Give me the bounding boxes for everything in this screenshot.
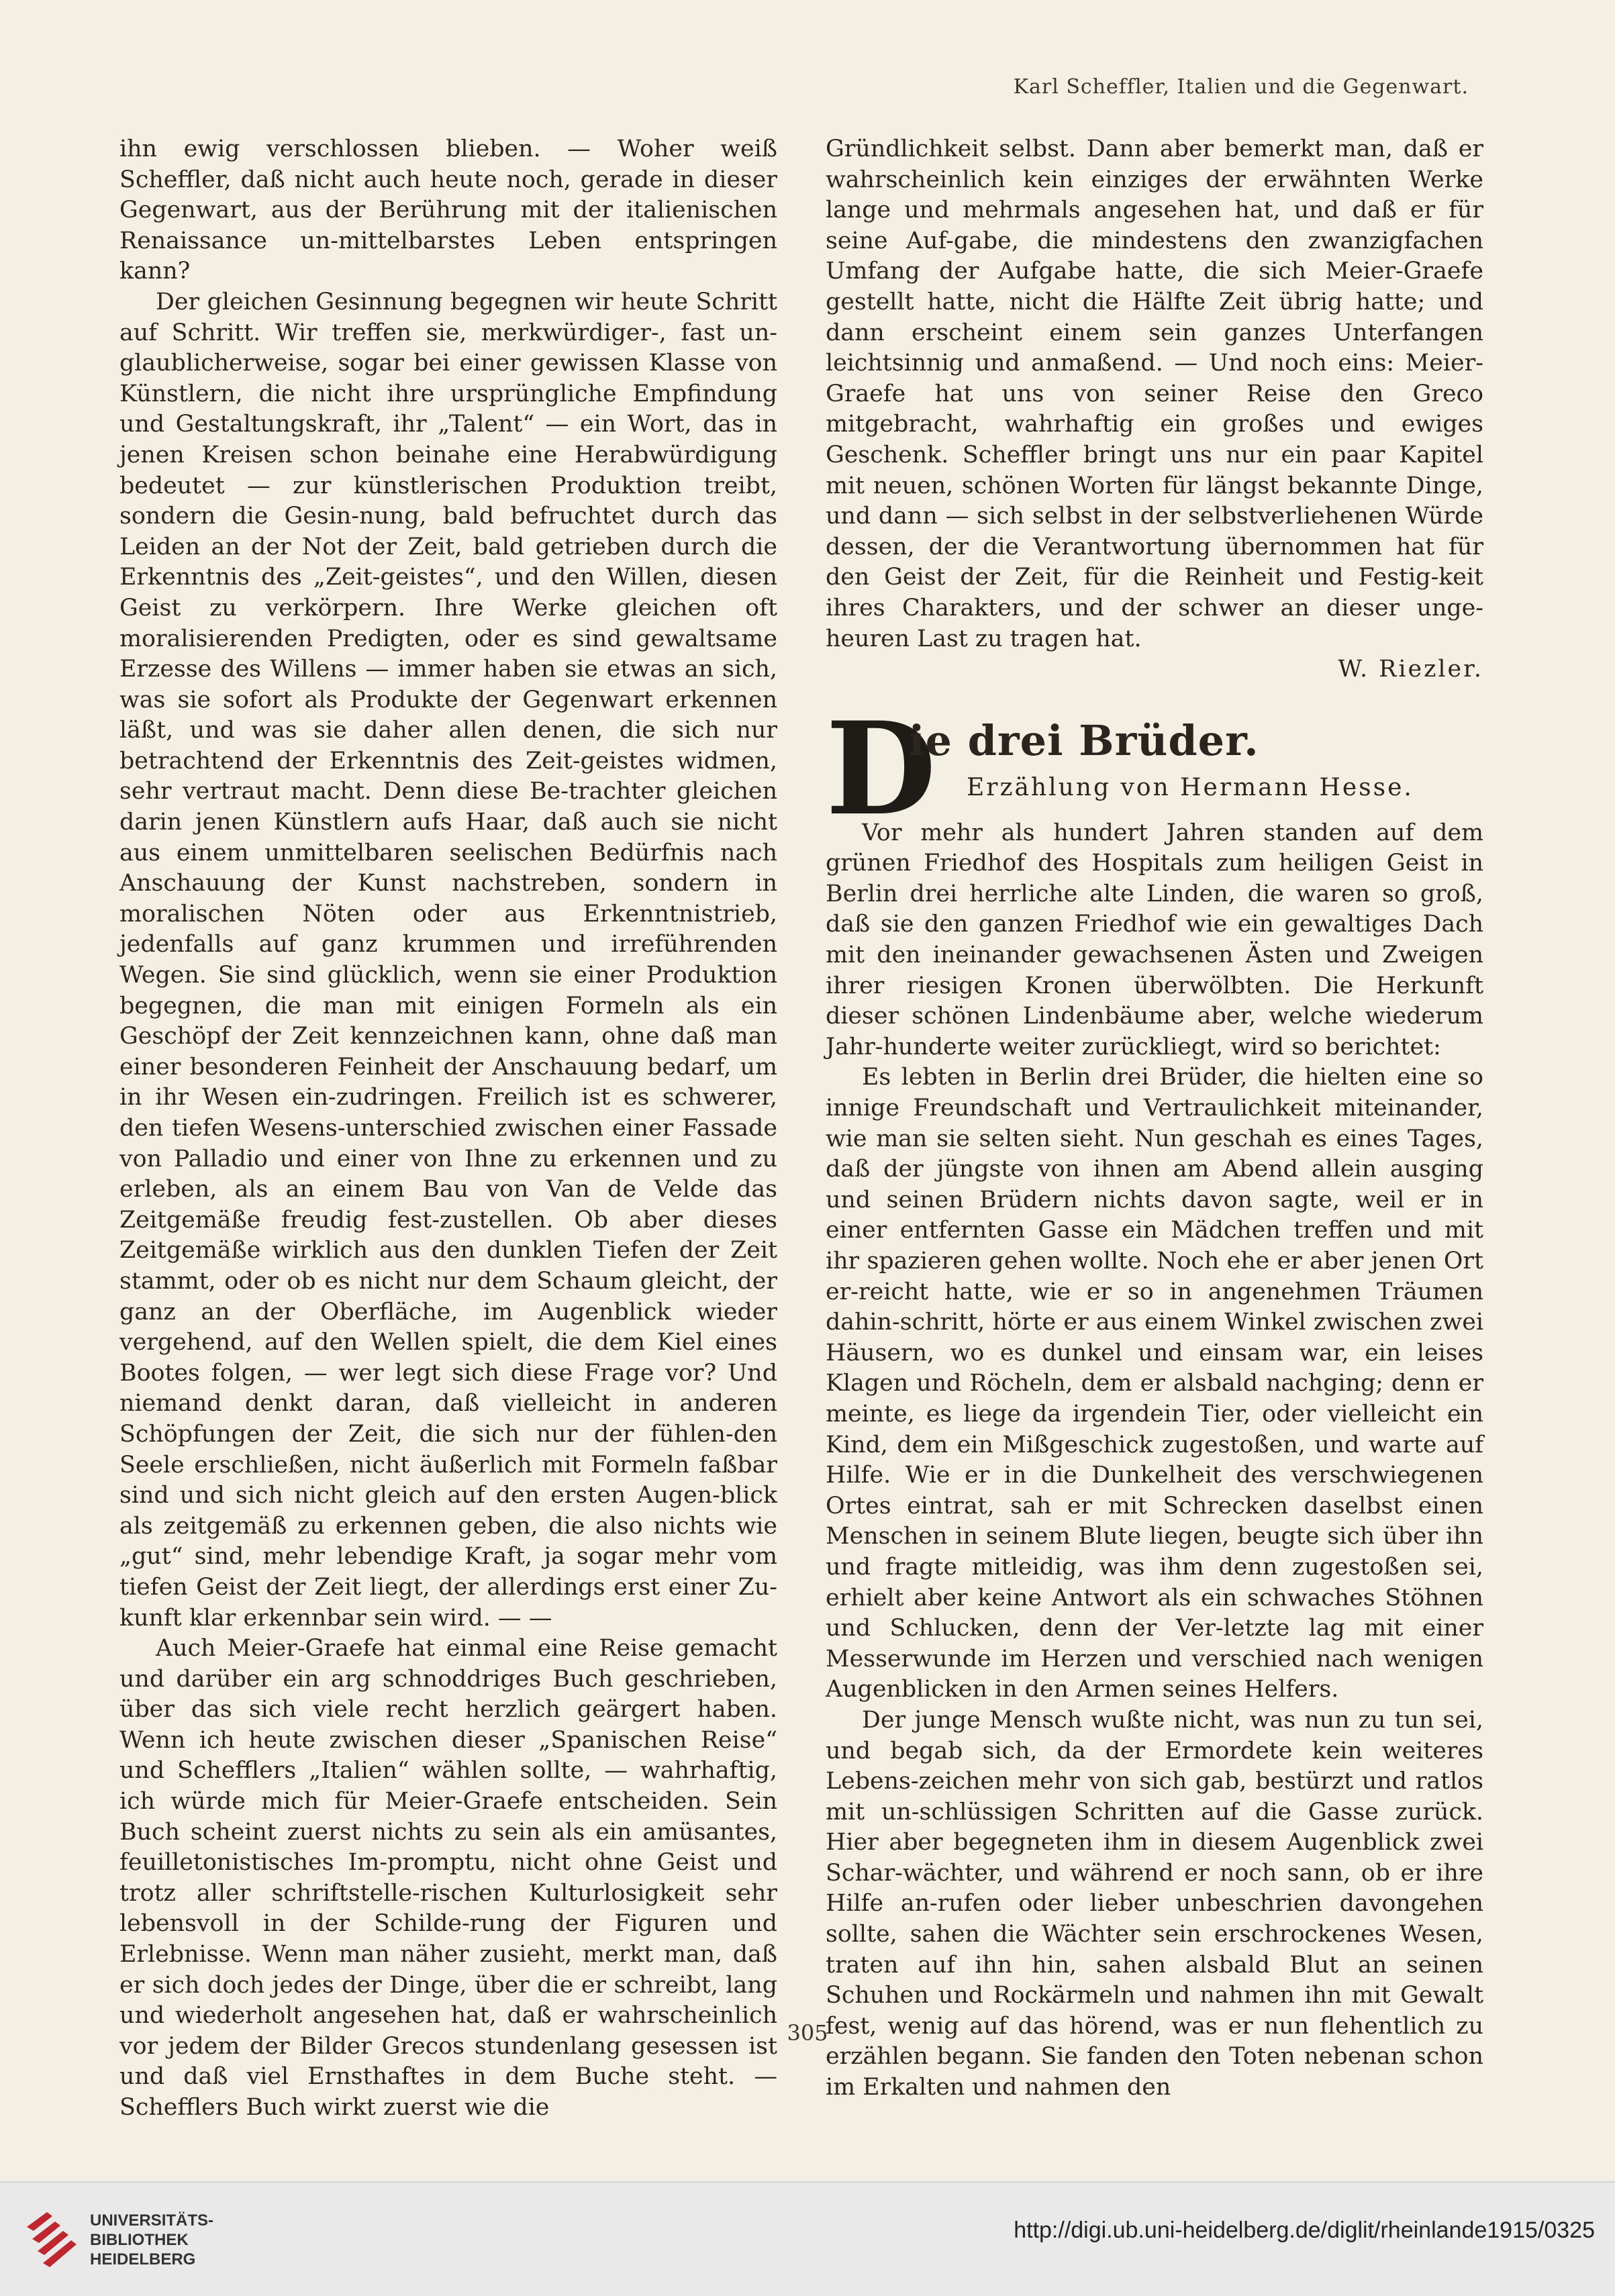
paragraph: Vor mehr als hundert Jahren standen auf dem grünen Friedhof des Hospitals zum heiligen Geist in Berlin drei herrliche alte Linden, die waren so groß, daß sie den ganzen Friedhof wie ein gewaltiges Dach mit den ineinander gewachsenen Ästen und Zweigen ihrer riesigen Kronen überwölbten. Die Herkunft dieser schönen Lindenbäume aber, welche wiederum Jahr-hunderte weiter zurückliegt, wird so berichtet: bbox=[826, 819, 1483, 1060]
paragraph: Der gleichen Gesinnung begegnen wir heute Schritt auf Schritt. Wir treffen sie, merkwürdiger-, fast un-glaublicherweise, sogar bei einer gewissen Klasse von Künstlern, die nicht ihre ursprüngliche Empfindung und Gestaltungskraft, ihr „Talent“ — ein Wort, das in jenen Kreisen schon beinahe eine Herabwürdigung bedeutet — zur künstlerischen Produktion treibt, sondern die Gesin-nung, bald befruchtet durch das Leiden an der Not der Zeit, bald getrieben durch die Erkenntnis des „Zeit-geistes“, und den Willen, diesen Geist zu verkörpern. Ihre Werke gleichen oft moralisierenden Predigten, oder es sind gewaltsame Erzesse des Willens — immer haben sie etwas an sich, was sie sofort als Produkte der Gegenwart erkennen läßt, und was sie daher allen denen, die sich nur betrachtend der Erkenntnis des Zeit-geistes widmen, sehr vertraut macht. Denn diese Be-trachter gleichen darin jenen Künstlern aufs Haar, daß auch sie nicht aus einem unmittelbaren seelischen Bedürfnis nach Anschauung der Kunst nachstreben, sondern in moralischen Nöten oder aus Erkenntnistrieb, jedenfalls auf ganz krummen und irreführenden Wegen. Sie sind glücklich, wenn sie einer Produktion begegnen, die man mit einigen Formeln als ein Geschöpf der Zeit kennzeichnen kann, ohne daß man einer besonderen Feinheit der Anschauung bedarf, um in ihr Wesen ein-zudringen. Freilich ist es schwerer, den tiefen Wesens-unterschied zwischen einer Fassade von Palladio und einer von Ihne zu erkennen und zu erleben, als an einem Bau von Van de Velde das Zeitgemäße freudig fest-zustellen. Ob aber dieses Zeitgemäße wirklich aus den dunklen Tiefen der Zeit stammt, oder ob es nicht nur dem Schaum gleicht, der ganz an der Oberfläche, im Augenblick wieder vergehend, auf den Wellen spielt, die dem Kiel eines Bootes folgen, — wer legt sich diese Frage vor? Und niemand denkt daran, daß vielleicht in anderen Schöpfungen der Zeit, die sich nur der fühlen-den Seele erschließen, nicht äußerlich mit Formeln faßbar sind und sich nicht gleich auf den ersten Augen-blick als zeitgemäß zu erkennen geben, die also nichts wie „gut“ sind, mehr lebendige Kraft, ja sogar mehr vom tiefen Geist der Zeit liegt, der allerdings erst einer Zu-kunft klar erkennbar sein wird. — — bbox=[119, 288, 777, 1632]
story-byline: Erzählung von Hermann Hesse. bbox=[967, 773, 1414, 801]
paragraph: Auch Meier-Graefe hat einmal eine Reise gemacht und darüber ein arg schnoddriges Buch geschrieben, über das sich viele recht herzlich geärgert haben. Wenn ich heute zwischen dieser „Spanischen Reise“ und Schefflers „Italien“ wählen sollte, — wahrhaftig, ich würde mich für Meier-Graefe entscheiden. Sein Buch scheint zuerst nichts zu sein als ein amüsantes, feuilletonistisches Im-promptu, nicht ohne Geist und trotz aller schriftstelle-rischen Kulturlosigkeit sehr lebensvoll in der Schilde-rung der Figuren und Erlebnisse. Wenn man näher zusieht, merkt man, daß er sich doch jedes der Dinge, über die er schreibt, lang und wiederholt angesehen hat, daß er wahrscheinlich vor jedem der Bilder Grecos stundenlang gesessen ist und daß viel Ernsthaftes in dem Buche steht. — Schefflers Buch wirkt zuerst wie die bbox=[119, 1635, 777, 2121]
left-column bbox=[119, 134, 777, 2124]
paragraph: ihn ewig verschlossen blieben. — Woher weiß Scheffler, daß nicht auch heute noch, gerade in dieser Gegenwart, aus der Berührung mit der italienischen Renaissance un-mittelbarstes Leben entspringen kann? bbox=[119, 136, 777, 285]
page-number: 305 bbox=[787, 2020, 828, 2046]
institution-line: BIBLIOTHEK bbox=[90, 2231, 189, 2249]
signature: W. Riezler. bbox=[1338, 656, 1483, 683]
ub-heidelberg-logo-icon bbox=[20, 2207, 81, 2271]
institution-line: UNIVERSITÄTS- bbox=[90, 2211, 214, 2230]
drop-cap: D bbox=[826, 693, 936, 844]
story-title: ie drei Brüder. bbox=[909, 715, 1259, 765]
running-head: Karl Scheffler, Italien und die Gegenwart. bbox=[1013, 75, 1469, 99]
institution-name bbox=[90, 2211, 213, 2269]
paragraph: Der junge Mensch wußte nicht, was nun zu tun sei, und begab sich, da der Ermordete kein weiteres Lebens-zeichen mehr von sich gab, bestürzt und ratlos mit un-schlüssigen Schritten auf die Gasse zurück. Hier aber begegneten ihm in diesem Augenblick zwei Schar-wächter, und während er noch sann, ob er ihre Hilfe an-rufen oder lieber unbeschrien davongehen sollte, sahen die Wächter sein erschrockenes Wesen, traten auf ihn hin, sahen alsbald Blut an seinen Schuhen und Rockärmeln und nahmen ihn mit Gewalt fest, wenig auf das hörend, was er nun flehentlich zu erzählen begann. Sie fanden den Toten nebenan schon im Erkalten und nahmen den bbox=[826, 1706, 1483, 2101]
institution-line: HEIDELBERG bbox=[90, 2250, 196, 2268]
paragraph: Es lebten in Berlin drei Brüder, die hielten eine so innige Freundschaft und Vertraulichkeit miteinander, wie man sie selten sieht. Nun geschah es eines Tages, daß der jüngste von ihnen am Abend allein ausging und seinen Brüdern nichts davon sagte, weil er in einer entfernten Gasse ein Mädchen treffen und mit ihr spazieren gehen wollte. Noch ehe er aber jenen Ort er-reicht hatte, wie er so in angenehmen Träumen dahin-schritt, hörte er aus einem Winkel zwischen zwei Häusern, wo es dunkel und einsam war, ein leises Klagen und Röcheln, dem er alsbald nachging; denn er meinte, es liege da irgendein Tier, oder vielleicht ein Kind, dem ein Mißgeschick zugestoßen, und warte auf Hilfe. Wie er in die Dunkelheit des verschwiegenen Ortes eintrat, sah er mit Schrecken daselbst einen Menschen in seinem Blute liegen, beugte sich über ihn und fragte mitleidig, was ihm denn zugestoßen sei, erhielt aber keine Antwort als ein schwaches Stöhnen und Schlucken, denn der Ver-letzte lag mit einer Messerwunde im Herzen und verschied nach wenigen Augenblicken in den Armen seines Helfers. bbox=[826, 1064, 1483, 1703]
paragraph bbox=[826, 134, 1483, 685]
right-column bbox=[826, 134, 1483, 2103]
footer-bar bbox=[0, 2181, 1615, 2296]
review-continuation: Gründlichkeit selbst. Dann aber bemerkt man, daß er wahrscheinlich kein einziges der erwähnten Werke lange und mehrmals angesehen hat, und daß er für seine Auf-gabe, die mindestens den zwanzigfachen Umfang der Aufgabe hatte, die sich Meier-Graefe gestellt hatte, nicht die Hälfte Zeit übrig hatte; und dann erscheint einem sein ganzes Unterfangen leichtsinnig und anmaßend. — Und noch eins: Meier-Graefe hat uns von seiner Reise den Greco mitgebracht, wahrhaftig ein großes und ewiges Geschenk. Scheffler bringt uns nur ein paar Kapitel mit neuen, schönen Worten für längst bekannte Dinge, und dann — sich selbst in der selbstverliehenen Würde dessen, der die Verantwortung übernommen hat für den Geist der Zeit, für die Reinheit und Festig-keit ihres Charakters, und der schwer an dieser unge-heuren Last zu tragen hat. bbox=[826, 136, 1483, 652]
source-url-link[interactable]: http://digi.ub.uni-heidelberg.de/diglit/rheinlande1915/0325 bbox=[1014, 2217, 1595, 2243]
story-heading bbox=[826, 693, 1483, 844]
